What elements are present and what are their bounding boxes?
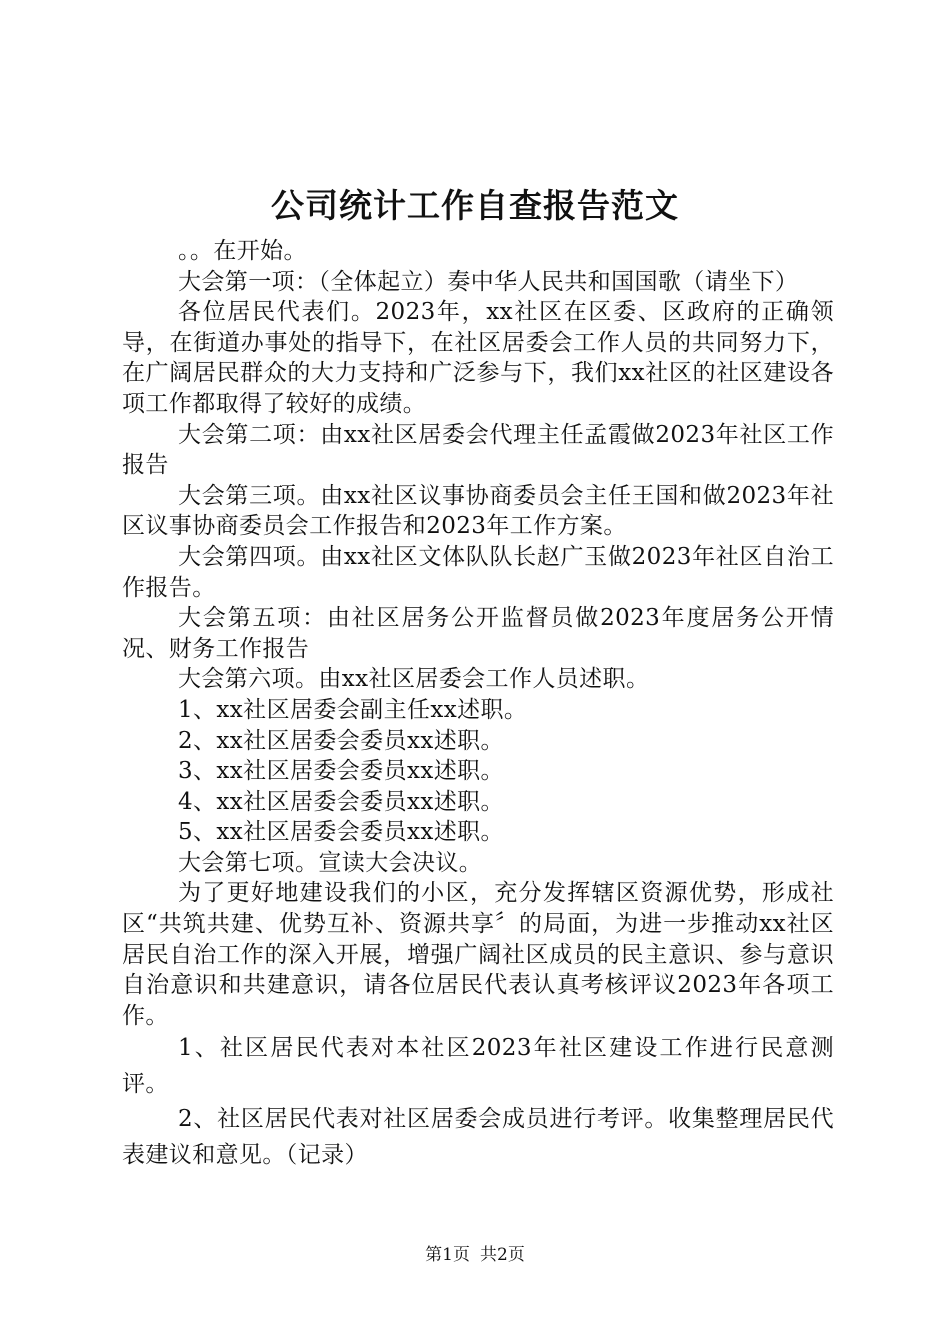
list-item: 5、xx社区居委会委员xx述职。: [178, 819, 504, 846]
paragraph-resolution: 为了更好地建设我们的小区，充分发挥辖区资源优势，形成社区“共筑共建、优势互补、资源共享〞的局面，为进一步推动xx社区居民自治工作的深入开展，增强广阔社区成员的民主意识、参与意识自治意识和共建意识，请各位居民代表认真考核评议2023年各项工作。: [122, 880, 834, 1029]
paragraph-evaluation-1: 1、社区居民代表对本社区2023年社区建设工作进行民意测评。: [122, 1035, 834, 1097]
page-number-total: 共2页: [480, 1245, 525, 1265]
list-item: 2、xx社区居委会委员xx述职。: [178, 727, 504, 754]
paragraph-opening: 。。在开始。: [178, 238, 307, 264]
page-footer: [0, 1244, 950, 1266]
list-item: 1、xx社区居委会副主任xx述职。: [178, 696, 528, 723]
paragraph-item-7: 大会第七项。宣读大会决议。: [178, 849, 483, 876]
page-number-current: 第1页: [425, 1245, 470, 1265]
paragraph-item-2: 大会第二项：由xx社区居委会代理主任孟霞做2023年社区工作报告: [122, 421, 834, 479]
paragraph-item-6: 大会第六项。由xx社区居委会工作人员述职。: [178, 666, 650, 693]
paragraph-item-4: 大会第四项。由xx社区文体队队长赵广玉做2023年社区自治工作报告。: [122, 543, 834, 601]
paragraph-item-1: 大会第一项：（全体起立）奏中华人民共和国国歌（请坐下）: [178, 268, 799, 295]
paragraph-item-3: 大会第三项。由xx社区议事协商委员会主任王国和做2023年社区议事协商委员会工作报告和2023年工作方案。: [122, 482, 834, 540]
paragraph-address: 各位居民代表们。2023年，xx社区在区委、区政府的正确领导，在街道办事处的指导下，在社区居委会工作人员的共同努力下，在广阔居民群众的大力支持和广泛参与下，我们xx社区的社区建设各项工作都取得了较好的成绩。: [122, 299, 834, 417]
list-item: 4、xx社区居委会委员xx述职。: [178, 788, 504, 815]
document-body: [122, 236, 834, 1173]
document-title: 公司统计工作自查报告范文: [271, 186, 679, 225]
list-item: 3、xx社区居委会委员xx述职。: [178, 758, 504, 785]
paragraph-item-5: 大会第五项：由社区居务公开监督员做2023年度居务公开情况、财务工作报告: [122, 605, 834, 662]
paragraph-evaluation-2: 2、社区居民代表对社区居委会成员进行考评。收集整理居民代表建议和意见。（记录）: [122, 1106, 834, 1168]
